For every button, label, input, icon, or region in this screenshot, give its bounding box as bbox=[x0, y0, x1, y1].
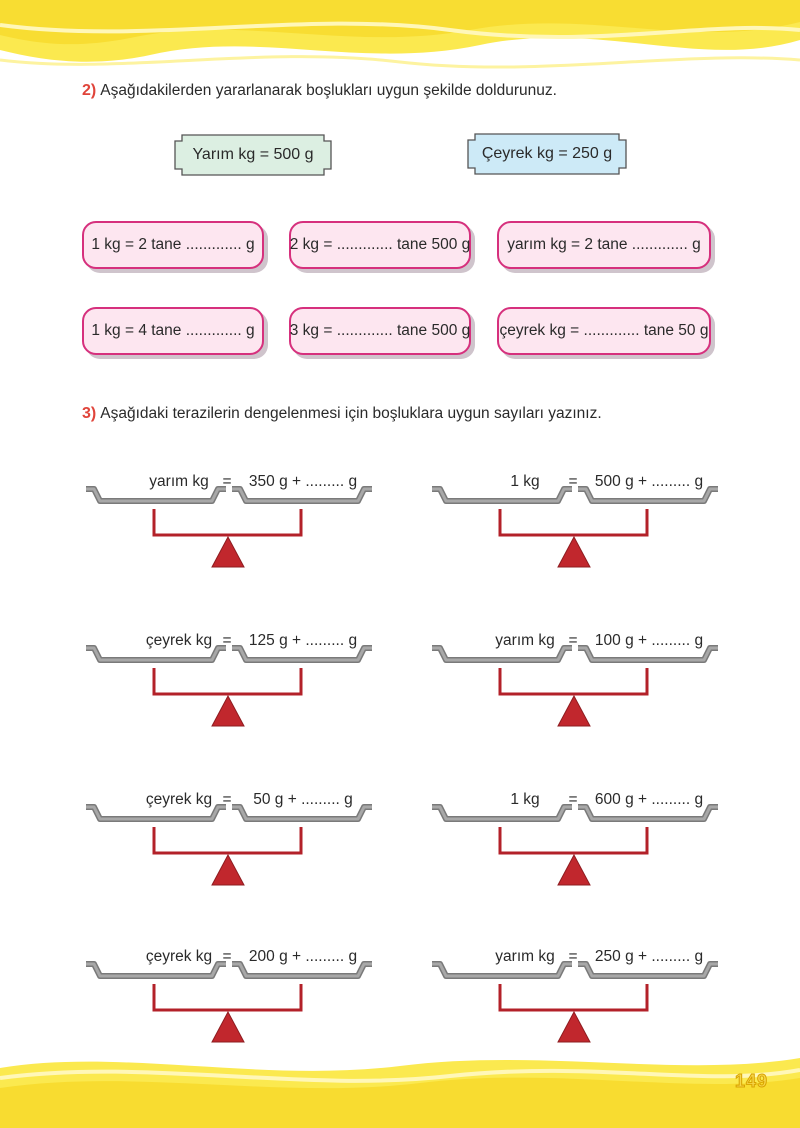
scale-equals-sign: = bbox=[568, 473, 578, 490]
scale-right-blank[interactable]: 125 g + ......... g bbox=[248, 632, 358, 649]
scale-right-blank[interactable]: 100 g + ......... g bbox=[594, 632, 704, 649]
fill-in-box-4[interactable]: 1 kg = 4 tane ............. g bbox=[82, 307, 264, 355]
scale-equals-sign: = bbox=[568, 632, 578, 649]
info-box-ceyrek-kg bbox=[467, 133, 627, 175]
scale-left-label: 1 kg bbox=[510, 791, 540, 808]
balance-scale bbox=[84, 791, 374, 901]
question-2-title bbox=[82, 82, 557, 100]
question-3-number: 3) bbox=[82, 405, 97, 422]
balance-scale bbox=[430, 473, 720, 583]
fill-in-box-1[interactable]: 1 kg = 2 tane ............. g bbox=[82, 221, 264, 269]
scale-left-label: yarım kg bbox=[149, 473, 209, 490]
scale-right-blank[interactable]: 600 g + ......... g bbox=[594, 791, 704, 808]
fill-in-box-5[interactable]: 3 kg = ............. tane 500 g bbox=[289, 307, 471, 355]
scale-left-label: çeyrek kg bbox=[145, 791, 213, 808]
balance-scale bbox=[84, 948, 374, 1058]
question-3-title bbox=[82, 405, 602, 423]
scale-right-blank[interactable]: 500 g + ......... g bbox=[594, 473, 704, 490]
fill-in-box-3[interactable]: yarım kg = 2 tane ............. g bbox=[497, 221, 711, 269]
scale-left-label: çeyrek kg bbox=[145, 948, 213, 965]
scale-right-blank[interactable]: 200 g + ......... g bbox=[248, 948, 358, 965]
scale-right-blank[interactable]: 350 g + ......... g bbox=[248, 473, 358, 490]
balance-scale bbox=[84, 632, 374, 742]
info-box-ceyrek-kg-text: Çeyrek kg = 250 g bbox=[481, 145, 613, 162]
balance-scale bbox=[430, 948, 720, 1058]
scale-equals-sign: = bbox=[222, 791, 232, 808]
page-number: 149 bbox=[734, 1071, 768, 1091]
scale-left-label: yarım kg bbox=[495, 632, 555, 649]
info-box-yarim-kg-text: Yarım kg = 500 g bbox=[192, 146, 314, 163]
question-2-instruction: Aşağıdakilerden yararlanarak boşlukları uygun şekilde doldurunuz. bbox=[100, 82, 557, 99]
balance-scale bbox=[430, 632, 720, 742]
question-3-instruction: Aşağıdaki terazilerin dengelenmesi için boşluklara uygun sayıları yazınız. bbox=[100, 405, 602, 422]
scale-left-label: yarım kg bbox=[495, 948, 555, 965]
scale-equals-sign: = bbox=[568, 948, 578, 965]
scale-right-blank[interactable]: 50 g + ......... g bbox=[253, 791, 353, 808]
fill-in-box-2[interactable]: 2 kg = ............. tane 500 g bbox=[289, 221, 471, 269]
info-box-yarim-kg bbox=[174, 134, 332, 176]
scale-equals-sign: = bbox=[222, 948, 232, 965]
balance-scale bbox=[84, 473, 374, 583]
scale-left-label: çeyrek kg bbox=[145, 632, 213, 649]
scale-equals-sign: = bbox=[568, 791, 578, 808]
scale-equals-sign: = bbox=[222, 473, 232, 490]
fill-in-box-6[interactable]: çeyrek kg = ............. tane 50 g bbox=[497, 307, 711, 355]
question-2-number: 2) bbox=[82, 82, 97, 99]
scale-equals-sign: = bbox=[222, 632, 232, 649]
scale-left-label: 1 kg bbox=[510, 473, 540, 490]
scale-right-blank[interactable]: 250 g + ......... g bbox=[594, 948, 704, 965]
balance-scale bbox=[430, 791, 720, 901]
top-wave-decoration bbox=[0, 0, 800, 90]
